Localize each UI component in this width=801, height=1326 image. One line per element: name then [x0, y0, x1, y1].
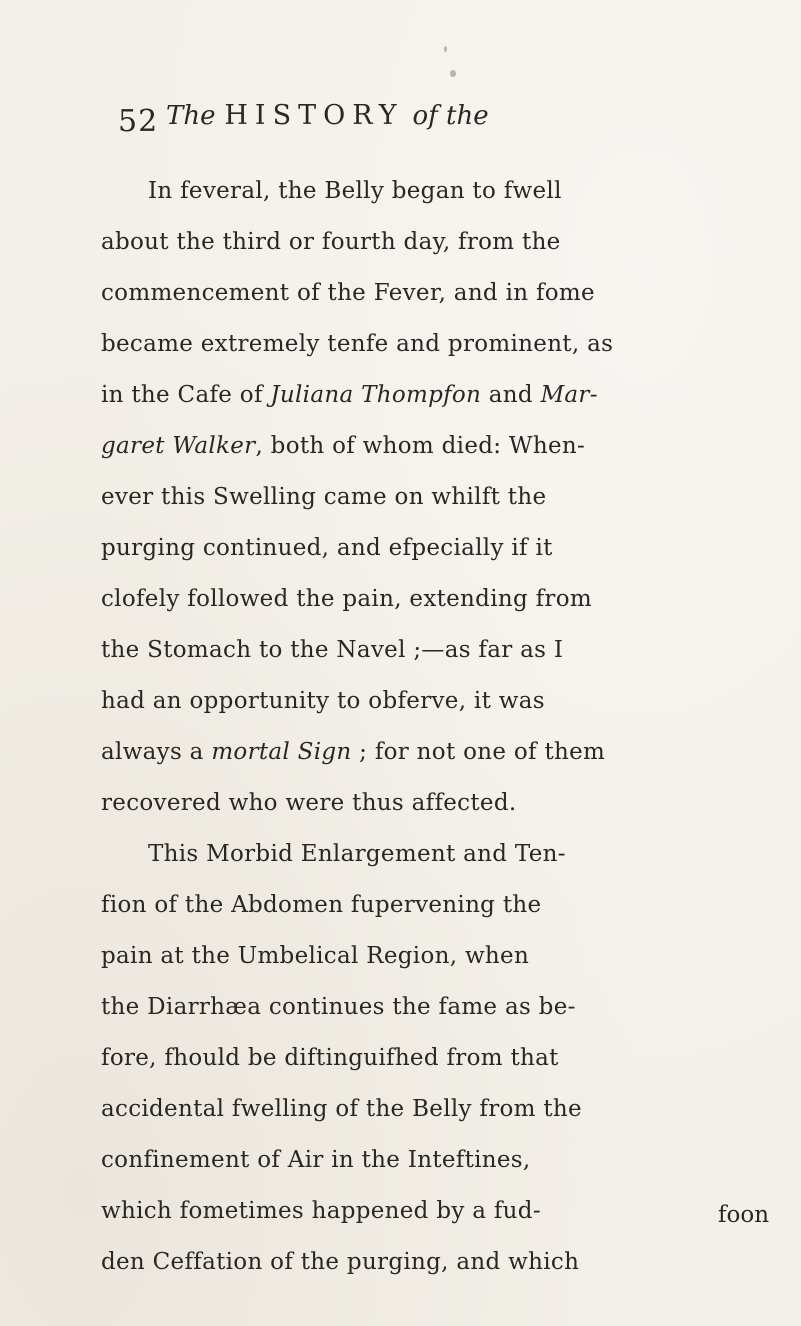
text-line: accidental fwelling of the Belly from the [101, 1096, 582, 1122]
text-line: pain at the Umbelical Region, when [101, 943, 530, 969]
text-line: had an opportunity to obferve, it was [101, 688, 545, 714]
running-head-of-the: of the [412, 101, 489, 131]
text-line: In feveral, the Belly began to fwell [148, 178, 562, 204]
text-line: den Ceffation of the purging, and which [101, 1249, 580, 1275]
running-head-history: HISTORY [224, 100, 404, 131]
ink-speck [444, 46, 447, 52]
text-line: about the third or fourth day, from the [101, 229, 561, 255]
text-line: fore, fhould be diftinguifhed from that [101, 1045, 559, 1071]
text-line: purging continued, and efpecially if it [101, 535, 553, 561]
page-header [118, 98, 758, 144]
text-line: commencement of the Fever, and in fome [101, 280, 595, 306]
text-line: confinement of Air in the Inteftines, [101, 1147, 531, 1173]
text-line: always a mortal Sign ; for not one of them [101, 739, 606, 765]
text-line: This Morbid Enlargement and Ten- [148, 841, 566, 867]
text-line: recovered who were thus affected. [101, 790, 517, 816]
ink-speck [450, 70, 456, 77]
text-line: fion of the Abdomen fupervening the [101, 892, 542, 918]
text-line: which fometimes happened by a fud- [101, 1198, 541, 1224]
catchword: foon [718, 1202, 770, 1228]
running-head [166, 98, 489, 131]
text-line: clofely followed the pain, extending from [101, 586, 592, 612]
text-line: the Stomach to the Navel ;—as far as I [101, 637, 564, 663]
text-line: became extremely tenfe and prominent, as [101, 331, 614, 357]
page-number: 52 [118, 104, 159, 139]
text-line: the Diarrhæa continues the fame as be- [101, 994, 576, 1020]
running-head-the: The [166, 101, 216, 131]
text-line: ever this Swelling came on whilft the [101, 484, 547, 510]
text-line: garet Walker, both of whom died: When- [101, 433, 586, 459]
text-line: in the Cafe of Juliana Thompfon and Mar- [101, 382, 598, 408]
